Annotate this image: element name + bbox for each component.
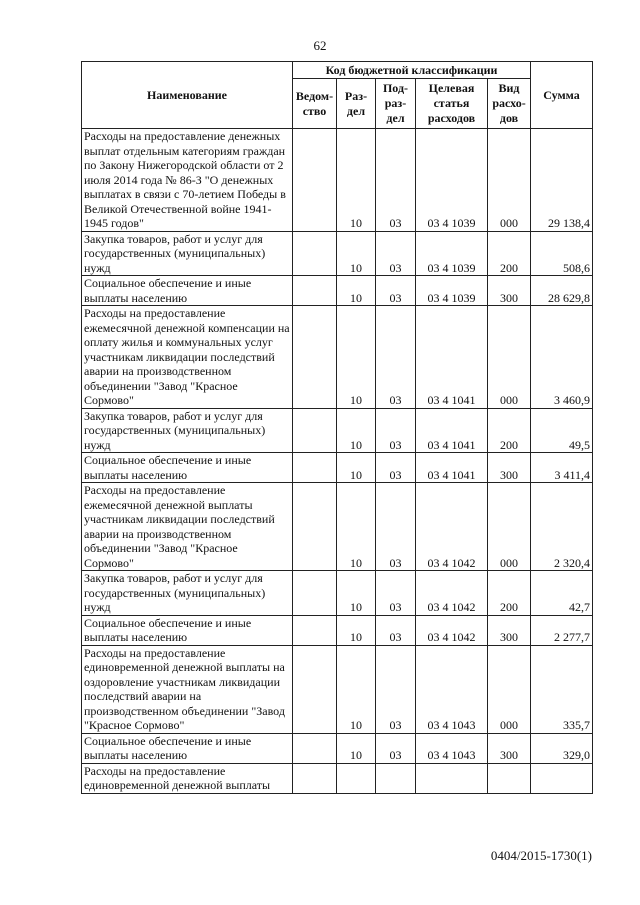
row-section: 10 xyxy=(337,615,376,645)
table-row xyxy=(82,129,593,232)
document-code: 0404/2015-1730(1) xyxy=(490,848,592,863)
header-subsection: Под-раз-дел xyxy=(376,79,416,129)
row-name: Социальное обеспечение и иные выплаты населению xyxy=(82,453,293,483)
row-section: 10 xyxy=(337,453,376,483)
row-subsection: 03 xyxy=(376,231,416,276)
row-type: 300 xyxy=(488,453,531,483)
row-sum: 3 460,9 xyxy=(531,306,593,409)
row-target: 03 4 1043 xyxy=(416,645,488,733)
row-name: Расходы на предоставление ежемесячной денежной компенсации на оплату жилья и коммунальных услуг участникам ликвидации последствий аварии на производственном объединении "Завод "Красное Сормово" xyxy=(82,306,293,409)
header-target: Целевая статья расходов xyxy=(416,79,488,129)
row-subsection: 03 xyxy=(376,571,416,616)
table-row xyxy=(82,571,593,616)
table-row xyxy=(82,408,593,453)
row-target: 03 4 1042 xyxy=(416,571,488,616)
row-section: 10 xyxy=(337,645,376,733)
row-sum xyxy=(531,763,593,793)
header-dept: Ведом-ство xyxy=(293,79,337,129)
row-dept xyxy=(293,453,337,483)
row-name: Закупка товаров, работ и услуг для государственных (муниципальных) нужд xyxy=(82,408,293,453)
header-classification-group: Код бюджетной классификации xyxy=(293,62,531,79)
row-dept xyxy=(293,763,337,793)
row-subsection: 03 xyxy=(376,276,416,306)
row-name: Социальное обеспечение и иные выплаты населению xyxy=(82,615,293,645)
table-row xyxy=(82,615,593,645)
row-sum: 335,7 xyxy=(531,645,593,733)
row-dept xyxy=(293,231,337,276)
row-name: Расходы на предоставление единовременной денежной выплаты на оздоровление участникам ликвидации последствий аварии на производственном объединении "Завод "Красное Сормово" xyxy=(82,645,293,733)
row-subsection: 03 xyxy=(376,615,416,645)
row-sum: 508,6 xyxy=(531,231,593,276)
row-type: 300 xyxy=(488,733,531,763)
row-section: 10 xyxy=(337,306,376,409)
header-sum: Сумма xyxy=(531,62,593,129)
row-subsection xyxy=(376,763,416,793)
row-name: Закупка товаров, работ и услуг для государственных (муниципальных) нужд xyxy=(82,231,293,276)
row-name: Социальное обеспечение и иные выплаты населению xyxy=(82,733,293,763)
row-name: Расходы на предоставление единовременной денежной выплаты xyxy=(82,763,293,793)
page-number: 62 xyxy=(313,38,327,53)
row-section: 10 xyxy=(337,571,376,616)
budget-table xyxy=(81,61,593,794)
row-section: 10 xyxy=(337,231,376,276)
row-sum: 2 320,4 xyxy=(531,483,593,571)
table-row xyxy=(82,453,593,483)
row-type: 000 xyxy=(488,645,531,733)
row-subsection: 03 xyxy=(376,306,416,409)
row-name: Расходы на предоставление ежемесячной денежной выплаты участникам ликвидации последствий аварии на производственном объединении "Завод "Красное Сормово" xyxy=(82,483,293,571)
row-type: 200 xyxy=(488,571,531,616)
row-target: 03 4 1041 xyxy=(416,408,488,453)
table-row xyxy=(82,306,593,409)
row-target: 03 4 1039 xyxy=(416,231,488,276)
row-sum: 3 411,4 xyxy=(531,453,593,483)
row-target xyxy=(416,763,488,793)
row-type: 200 xyxy=(488,408,531,453)
row-sum: 42,7 xyxy=(531,571,593,616)
row-name: Социальное обеспечение и иные выплаты населению xyxy=(82,276,293,306)
row-section: 10 xyxy=(337,733,376,763)
row-subsection: 03 xyxy=(376,408,416,453)
table-row xyxy=(82,645,593,733)
row-subsection: 03 xyxy=(376,453,416,483)
row-dept xyxy=(293,645,337,733)
table-row xyxy=(82,276,593,306)
row-subsection: 03 xyxy=(376,483,416,571)
row-target: 03 4 1039 xyxy=(416,276,488,306)
row-dept xyxy=(293,615,337,645)
row-sum: 29 138,4 xyxy=(531,129,593,232)
row-dept xyxy=(293,571,337,616)
row-section: 10 xyxy=(337,408,376,453)
row-sum: 49,5 xyxy=(531,408,593,453)
row-target: 03 4 1041 xyxy=(416,306,488,409)
table-row xyxy=(82,763,593,793)
row-type: 200 xyxy=(488,231,531,276)
row-name: Расходы на предоставление денежных выплат отдельным категориям граждан по Закону Нижегородской области от 2 июля 2014 года № 86-З "О денежных выплатах в связи с 70-летием Победы в Великой Отечественной войне 1941-1945 годов" xyxy=(82,129,293,232)
row-section: 10 xyxy=(337,483,376,571)
row-type xyxy=(488,763,531,793)
header-name: Наименование xyxy=(82,62,293,129)
row-dept xyxy=(293,306,337,409)
table-body xyxy=(82,129,593,794)
row-dept xyxy=(293,408,337,453)
row-subsection: 03 xyxy=(376,645,416,733)
row-sum: 2 277,7 xyxy=(531,615,593,645)
row-type: 000 xyxy=(488,306,531,409)
row-subsection: 03 xyxy=(376,129,416,232)
table-header xyxy=(82,62,593,129)
header-section: Раз-дел xyxy=(337,79,376,129)
row-target: 03 4 1041 xyxy=(416,453,488,483)
row-sum: 28 629,8 xyxy=(531,276,593,306)
row-dept xyxy=(293,483,337,571)
row-target: 03 4 1042 xyxy=(416,483,488,571)
row-target: 03 4 1042 xyxy=(416,615,488,645)
row-type: 300 xyxy=(488,276,531,306)
table-row xyxy=(82,483,593,571)
table-row xyxy=(82,733,593,763)
row-section xyxy=(337,763,376,793)
header-type: Вид расхо-дов xyxy=(488,79,531,129)
row-dept xyxy=(293,733,337,763)
row-type: 000 xyxy=(488,129,531,232)
row-target: 03 4 1043 xyxy=(416,733,488,763)
table-row xyxy=(82,231,593,276)
row-section: 10 xyxy=(337,129,376,232)
row-dept xyxy=(293,129,337,232)
row-section: 10 xyxy=(337,276,376,306)
row-sum: 329,0 xyxy=(531,733,593,763)
row-type: 000 xyxy=(488,483,531,571)
row-subsection: 03 xyxy=(376,733,416,763)
row-type: 300 xyxy=(488,615,531,645)
row-name: Закупка товаров, работ и услуг для государственных (муниципальных) нужд xyxy=(82,571,293,616)
row-dept xyxy=(293,276,337,306)
row-target: 03 4 1039 xyxy=(416,129,488,232)
